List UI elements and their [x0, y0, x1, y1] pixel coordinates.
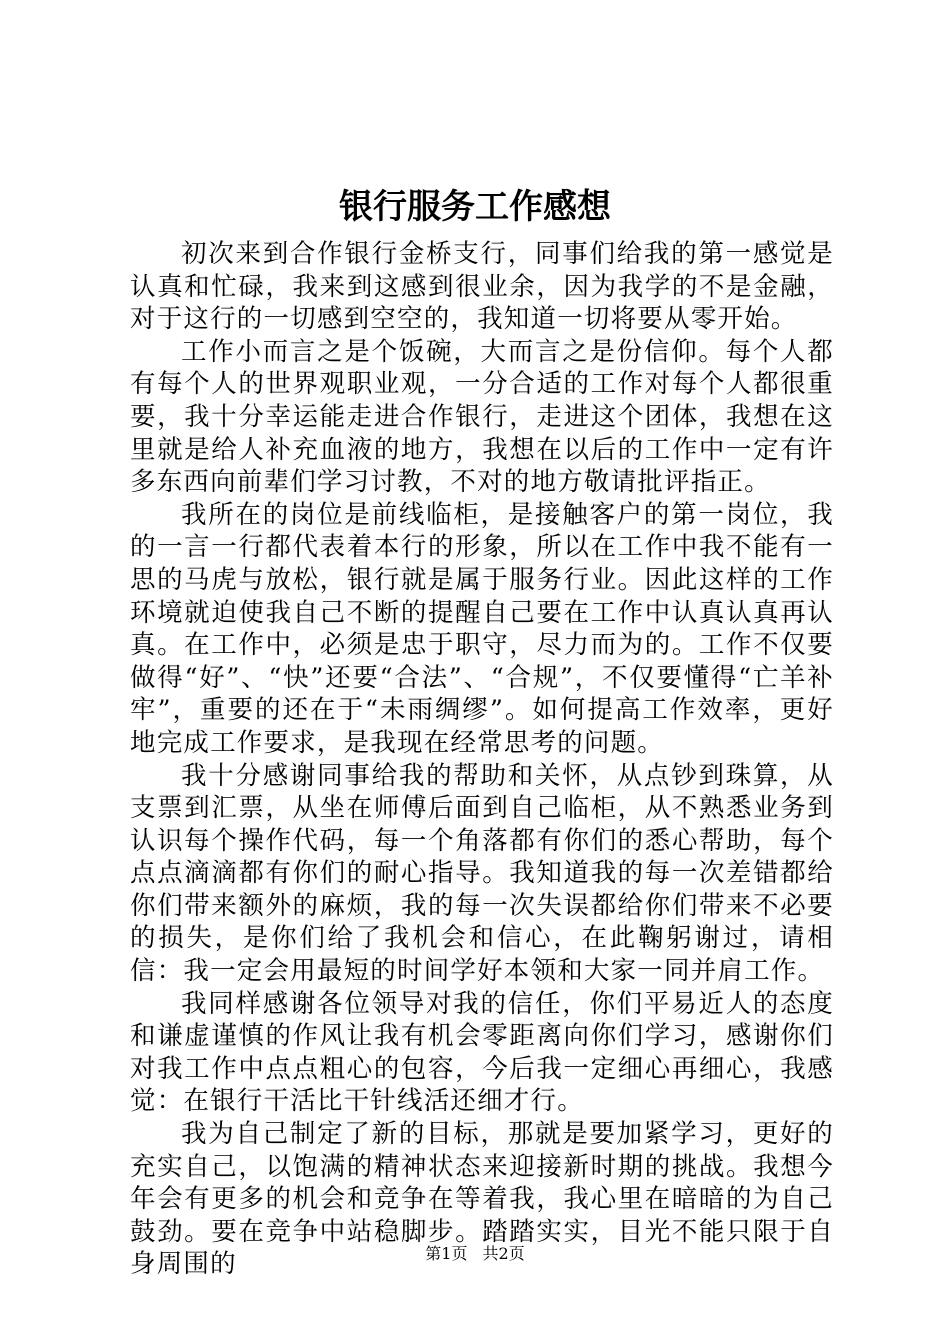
page-number-total: 共2页 [482, 1244, 525, 1263]
paragraph: 我所在的岗位是前线临柜，是接触客户的第一岗位，我的一言一行都代表着本行的形象，所以在工作中我不能有一思的马虎与放松，银行就是属于服务行业。因此这样的工作环境就迫使我自己不断的提醒自己要在工作中认真认真再认真。在工作中，必须是忠于职守，尽力而为的。工作不仅要做得“好”、“快”还要“合法”、“合规”，不仅要懂得“亡羊补牢”，重要的还在于“未雨绸缪”。如何提高工作效率，更好地完成工作要求，是我现在经常思考的问题。 [130, 499, 834, 758]
paragraph: 我十分感谢同事给我的帮助和关怀，从点钞到珠算，从支票到汇票，从坐在师傅后面到自己临柜，从不熟悉业务到认识每个操作代码，每一个角落都有你们的悉心帮助，每个点点滴滴都有你们的耐心指导。我知道我的每一次差错都给你们带来额外的麻烦，我的每一次失误都给你们带来不必要的损失，是你们给了我机会和信心，在此鞠躬谢过，请相信：我一定会用最短的时间学好本领和大家一同并肩工作。 [130, 760, 834, 987]
page-number-current: 第1页 [425, 1244, 468, 1263]
paragraph: 我同样感谢各位领导对我的信任，你们平易近人的态度和谦虚谨慎的作风让我有机会零距离向你们学习，感谢你们对我工作中点点粗心的包容，今后我一定细心再细心，我感觉：在银行干活比干针线活还细才行。 [130, 988, 834, 1117]
document-body [130, 238, 834, 1281]
page-footer [0, 1243, 950, 1265]
paragraph: 我为自己制定了新的目标，那就是要加紧学习，更好的充实自己，以饱满的精神状态来迎接新时期的挑战。我想今年会有更多的机会和竞争在等着我，我心里在暗暗的为自己鼓劲。要在竞争中站稳脚步。踏踏实实，目光不能只限于自身周围的 [130, 1119, 834, 1280]
paragraph: 工作小而言之是个饭碗，大而言之是份信仰。每个人都有每个人的世界观职业观，一分合适的工作对每个人都很重要，我十分幸运能走进合作银行，走进这个团体，我想在这里就是给人补充血液的地方，我想在以后的工作中一定有许多东西向前辈们学习讨教，不对的地方敬请批评指正。 [130, 336, 834, 498]
paragraph: 初次来到合作银行金桥支行，同事们给我的第一感觉是认真和忙碌，我来到这感到很业余，因为我学的不是金融，对于这行的一切感到空空的，我知道一切将要从零开始。 [130, 239, 834, 335]
document-title: 银行服务工作感想 [339, 187, 611, 227]
